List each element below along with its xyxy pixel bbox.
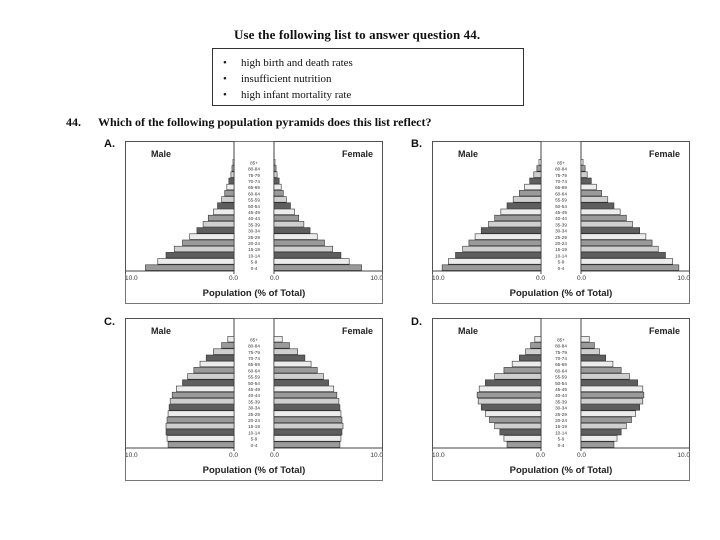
male-bar	[168, 442, 234, 448]
female-bar	[274, 215, 299, 221]
pyramid-chart-d	[432, 318, 690, 481]
axis-tick-label: 10.0	[125, 452, 138, 459]
question-number: 44.	[66, 115, 81, 129]
list-item: • high birth and death rates	[241, 57, 353, 69]
male-bar	[167, 436, 234, 442]
age-group-label: 70-74	[555, 179, 567, 184]
age-group-label: 75-79	[555, 172, 567, 178]
age-group-label: 50-54	[555, 380, 567, 386]
female-bar	[274, 159, 275, 165]
age-group-label: 35-39	[555, 399, 567, 405]
age-group-label: 85+	[557, 337, 565, 343]
female-bar	[581, 367, 621, 373]
age-group-label: 65-69	[555, 362, 567, 368]
female-bar	[581, 336, 589, 342]
male-bar	[530, 178, 541, 184]
axis-tick-label: 10.0	[370, 452, 383, 459]
male-bar	[526, 349, 541, 355]
female-bar	[274, 405, 340, 411]
female-bar	[274, 423, 343, 429]
male-bar	[174, 246, 234, 252]
option-label-d: D.	[411, 316, 422, 328]
option-label-a: A.	[104, 138, 115, 150]
male-label: Male	[458, 326, 479, 336]
female-bar	[581, 184, 596, 190]
female-bar	[581, 178, 591, 184]
age-group-label: 0-4	[250, 442, 258, 448]
age-group-label: 30-34	[555, 405, 567, 411]
x-axis-label: Population (% of Total)	[509, 288, 613, 299]
female-bar	[274, 349, 298, 355]
female-bar	[581, 172, 587, 178]
age-group-label: 65-69	[248, 185, 260, 191]
male-bar	[145, 265, 234, 271]
male-label: Male	[458, 149, 479, 159]
age-group-label: 70-74	[555, 356, 567, 361]
male-bar	[495, 374, 541, 380]
age-group-label: 10-14	[555, 253, 567, 259]
age-group-label: 80-84	[555, 343, 567, 349]
male-bar	[218, 203, 234, 209]
female-label: Female	[341, 149, 373, 159]
male-bar	[512, 361, 541, 367]
x-axis-label: Population (% of Total)	[509, 465, 613, 476]
male-bar	[231, 172, 234, 178]
age-group-label: 65-69	[555, 185, 567, 191]
female-bar	[581, 234, 646, 240]
male-bar	[513, 197, 541, 203]
age-group-label: 40-44	[555, 393, 567, 399]
female-bar	[581, 246, 658, 252]
age-group-label: 45-49	[555, 387, 567, 392]
male-bar	[166, 252, 234, 258]
male-bar	[169, 405, 234, 411]
list-item: • insufficient nutrition	[241, 73, 332, 85]
age-group-label: 20-24	[555, 418, 567, 423]
female-bar	[581, 265, 679, 271]
male-bar	[203, 221, 234, 227]
age-group-label: 30-34	[555, 228, 567, 234]
female-bar	[581, 411, 636, 417]
axis-tick-label: 0.0	[535, 275, 545, 282]
axis-tick-label: 0.0	[270, 275, 280, 282]
age-group-label: 10-14	[248, 253, 260, 259]
female-bar	[581, 349, 600, 355]
pyramid-chart-a	[125, 141, 383, 304]
age-group-label: 15-19	[555, 247, 567, 253]
female-bar	[274, 386, 334, 392]
x-axis-label: Population (% of Total)	[202, 465, 306, 476]
female-bar	[274, 252, 341, 258]
male-bar	[477, 392, 541, 398]
age-group-label: 25-29	[248, 411, 260, 417]
female-bar	[581, 361, 613, 367]
age-group-label: 5-9	[250, 259, 258, 265]
male-label: Male	[151, 326, 172, 336]
age-group-label: 75-79	[248, 172, 260, 178]
male-label: Male	[151, 149, 172, 159]
axis-tick-label: 10.0	[677, 275, 690, 282]
male-bar	[488, 221, 541, 227]
female-bar	[581, 190, 602, 196]
female-bar	[581, 240, 652, 246]
female-bar	[274, 417, 342, 423]
male-bar	[213, 349, 234, 355]
age-group-label: 15-19	[555, 424, 567, 430]
male-bar	[481, 405, 541, 411]
female-bar	[274, 184, 281, 190]
male-bar	[233, 159, 234, 165]
age-group-label: 5-9	[557, 259, 565, 265]
female-bar	[581, 392, 644, 398]
male-bar	[535, 336, 541, 342]
age-group-label: 55-59	[555, 197, 567, 203]
female-bar	[274, 392, 337, 398]
age-group-label: 20-24	[555, 241, 567, 246]
female-bar	[581, 221, 633, 227]
female-bar	[274, 355, 305, 361]
age-group-label: 45-49	[248, 387, 260, 392]
male-bar	[213, 209, 234, 215]
male-bar	[200, 361, 234, 367]
instruction-heading: Use the following list to answer question 44.	[234, 27, 481, 42]
female-bar	[274, 209, 295, 215]
male-bar	[501, 209, 541, 215]
age-group-label: 45-49	[555, 210, 567, 215]
female-bar	[581, 417, 631, 423]
male-bar	[478, 398, 541, 404]
male-bar	[442, 265, 541, 271]
male-bar	[534, 172, 541, 178]
age-group-label: 55-59	[555, 374, 567, 380]
list-item: • high infant mortality rate	[241, 89, 351, 101]
option-label-b: B.	[411, 138, 422, 150]
age-group-label: 80-84	[248, 343, 260, 349]
female-bar	[274, 259, 349, 265]
age-group-label: 15-19	[248, 424, 260, 430]
female-bar	[581, 197, 608, 203]
female-bar	[581, 429, 621, 435]
male-bar	[456, 252, 541, 258]
male-bar	[481, 228, 541, 234]
axis-tick-label: 0.0	[577, 275, 587, 282]
male-bar	[183, 240, 235, 246]
age-group-label: 30-34	[248, 405, 260, 411]
age-group-label: 75-79	[248, 349, 260, 355]
female-bar	[581, 159, 583, 165]
female-bar	[581, 252, 665, 258]
age-group-label: 60-64	[555, 368, 567, 374]
female-bar	[274, 374, 323, 380]
age-group-label: 55-59	[248, 197, 260, 203]
male-bar	[190, 234, 234, 240]
male-bar	[495, 215, 541, 221]
female-bar	[274, 166, 276, 172]
female-bar	[274, 234, 317, 240]
age-group-label: 55-59	[248, 374, 260, 380]
male-bar	[227, 184, 234, 190]
female-bar	[581, 398, 643, 404]
male-bar	[531, 343, 541, 349]
male-bar	[507, 442, 541, 448]
male-bar	[188, 374, 234, 380]
male-bar	[232, 166, 234, 172]
female-bar	[274, 367, 317, 373]
female-bar	[581, 343, 594, 349]
age-group-label: 80-84	[555, 166, 567, 172]
male-bar	[500, 429, 541, 435]
age-group-label: 0-4	[250, 265, 258, 271]
female-bar	[274, 442, 340, 448]
female-label: Female	[648, 326, 680, 336]
age-group-label: 45-49	[248, 210, 260, 215]
age-group-label: 70-74	[248, 179, 260, 184]
male-bar	[225, 190, 234, 196]
age-group-label: 40-44	[248, 216, 260, 222]
male-bar	[222, 343, 234, 349]
male-bar	[166, 429, 234, 435]
age-group-label: 50-54	[248, 203, 260, 209]
female-bar	[581, 259, 673, 265]
list-box	[212, 48, 524, 106]
age-group-label: 65-69	[248, 362, 260, 368]
axis-tick-label: 0.0	[228, 452, 238, 459]
age-group-label: 5-9	[557, 436, 565, 442]
male-bar	[525, 184, 541, 190]
male-bar	[172, 392, 234, 398]
female-bar	[274, 221, 304, 227]
age-group-label: 80-84	[248, 166, 260, 172]
male-bar	[485, 411, 541, 417]
age-group-label: 35-39	[248, 222, 260, 228]
age-group-label: 70-74	[248, 356, 260, 361]
age-group-label: 5-9	[250, 436, 258, 442]
male-bar	[469, 240, 541, 246]
axis-tick-label: 10.0	[432, 275, 445, 282]
male-bar	[222, 197, 234, 203]
female-bar	[581, 442, 614, 448]
axis-tick-label: 10.0	[432, 452, 445, 459]
male-bar	[485, 380, 541, 386]
age-group-label: 50-54	[248, 380, 260, 386]
axis-tick-label: 10.0	[370, 275, 383, 282]
male-bar	[463, 246, 541, 252]
female-bar	[581, 355, 606, 361]
male-bar	[194, 367, 234, 373]
axis-tick-label: 0.0	[270, 452, 280, 459]
option-label-c: C.	[104, 316, 115, 328]
male-bar	[490, 417, 542, 423]
x-axis-label: Population (% of Total)	[202, 288, 306, 299]
male-bar	[176, 386, 234, 392]
female-bar	[274, 411, 341, 417]
age-group-label: 0-4	[557, 265, 565, 271]
age-group-label: 35-39	[248, 399, 260, 405]
question-text: Which of the following population pyramids does this list reflect?	[98, 115, 432, 129]
male-bar	[170, 398, 234, 404]
age-group-label: 40-44	[555, 216, 567, 222]
male-bar	[495, 423, 541, 429]
female-bar	[274, 203, 290, 209]
male-bar	[519, 355, 541, 361]
age-group-label: 25-29	[248, 234, 260, 240]
male-bar	[167, 417, 234, 423]
age-group-label: 60-64	[248, 368, 260, 374]
male-bar	[504, 436, 541, 442]
pyramid-chart-b	[432, 141, 690, 304]
age-group-label: 85+	[250, 337, 258, 343]
female-bar	[274, 172, 277, 178]
age-group-label: 30-34	[248, 228, 260, 234]
age-group-label: 60-64	[248, 191, 260, 197]
male-bar	[475, 234, 541, 240]
male-bar	[479, 386, 541, 392]
female-bar	[274, 380, 329, 386]
age-group-label: 40-44	[248, 393, 260, 399]
female-bar	[581, 405, 640, 411]
female-bar	[581, 228, 640, 234]
female-bar	[274, 429, 342, 435]
male-bar	[537, 166, 541, 172]
male-bar	[166, 423, 234, 429]
male-bar	[158, 259, 234, 265]
axis-tick-label: 10.0	[125, 275, 138, 282]
male-bar	[539, 159, 541, 165]
female-bar	[581, 423, 626, 429]
male-bar	[229, 178, 234, 184]
age-group-label: 50-54	[555, 203, 567, 209]
female-bar	[274, 240, 324, 246]
female-bar	[274, 343, 289, 349]
age-group-label: 20-24	[248, 241, 260, 246]
female-bar	[581, 209, 620, 215]
male-bar	[168, 411, 234, 417]
female-bar	[581, 166, 585, 172]
male-bar	[504, 367, 541, 373]
pyramid-chart-c	[125, 318, 383, 481]
female-bar	[274, 178, 279, 184]
female-bar	[581, 380, 638, 386]
female-bar	[581, 203, 614, 209]
age-group-label: 25-29	[555, 234, 567, 240]
age-group-label: 85+	[250, 160, 258, 166]
female-bar	[274, 436, 341, 442]
age-group-label: 60-64	[555, 191, 567, 197]
female-bar	[581, 436, 617, 442]
male-bar	[197, 228, 234, 234]
female-bar	[274, 336, 282, 342]
age-group-label: 25-29	[555, 411, 567, 417]
female-bar	[274, 361, 311, 367]
male-bar	[507, 203, 541, 209]
age-group-label: 85+	[557, 160, 565, 166]
male-bar	[228, 336, 234, 342]
axis-tick-label: 0.0	[577, 452, 587, 459]
male-bar	[519, 190, 541, 196]
female-bar	[274, 265, 362, 271]
female-bar	[274, 398, 339, 404]
axis-tick-label: 10.0	[677, 452, 690, 459]
female-bar	[274, 228, 310, 234]
female-bar	[581, 215, 626, 221]
age-group-label: 35-39	[555, 222, 567, 228]
female-label: Female	[341, 326, 373, 336]
female-bar	[274, 190, 283, 196]
female-bar	[274, 246, 333, 252]
age-group-label: 10-14	[248, 430, 260, 436]
female-bar	[581, 386, 643, 392]
age-group-label: 15-19	[248, 247, 260, 253]
male-bar	[206, 355, 234, 361]
female-label: Female	[648, 149, 680, 159]
male-bar	[183, 380, 235, 386]
male-bar	[448, 259, 541, 265]
female-bar	[274, 197, 286, 203]
female-bar	[581, 374, 629, 380]
age-group-label: 75-79	[555, 349, 567, 355]
axis-tick-label: 0.0	[535, 452, 545, 459]
age-group-label: 10-14	[555, 430, 567, 436]
male-bar	[208, 215, 234, 221]
age-group-label: 20-24	[248, 418, 260, 423]
axis-tick-label: 0.0	[228, 275, 238, 282]
age-group-label: 0-4	[557, 442, 565, 448]
